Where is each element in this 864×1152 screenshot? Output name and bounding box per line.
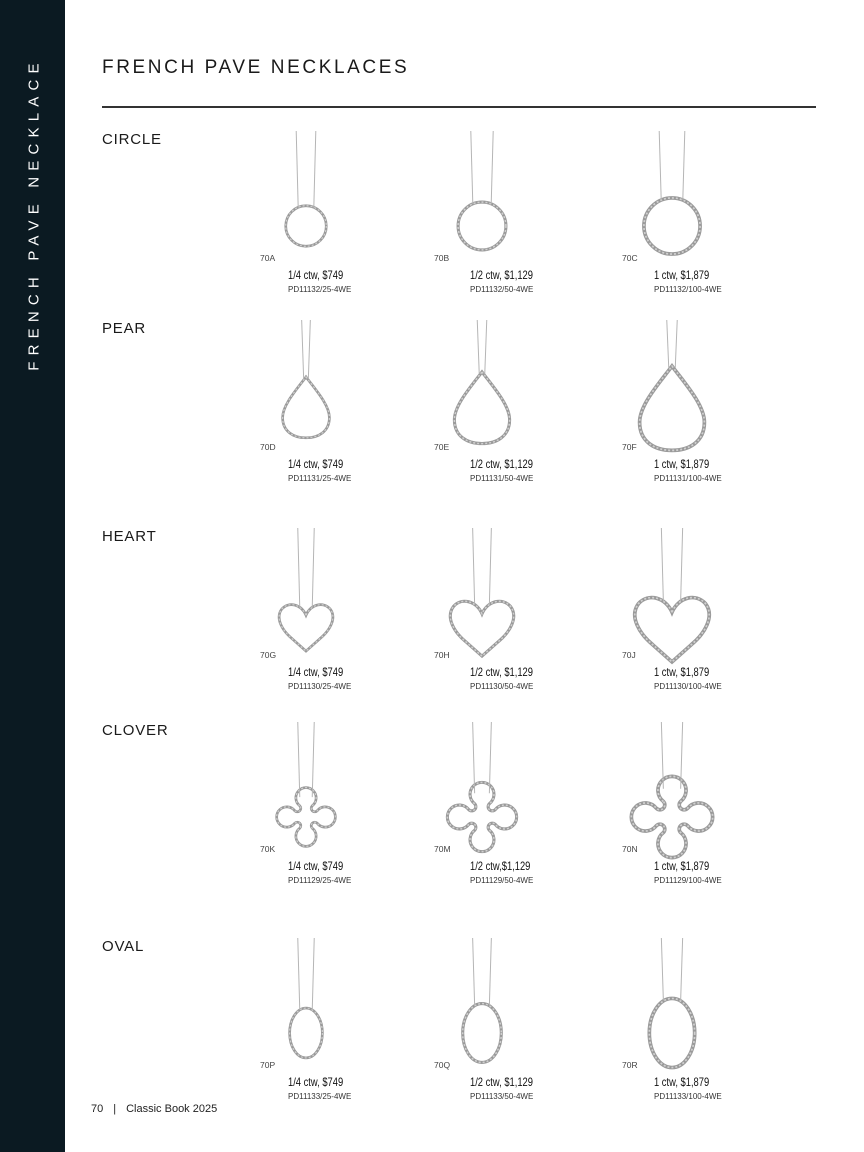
item-code: 70D [260,442,276,452]
section-label-pear: PEAR [102,320,147,337]
section-label-clover: CLOVER [102,722,169,739]
item-sku: PD11129/100-4WE [654,876,722,885]
product-item[interactable] [432,722,602,897]
item-sku: PD11132/100-4WE [654,285,722,294]
item-price: 1/2 ctw, $1,129 [470,457,533,471]
product-item[interactable] [258,528,428,703]
product-item[interactable] [258,131,428,306]
product-item[interactable] [432,938,602,1113]
necklace-image [258,722,428,857]
item-sku: PD11132/50-4WE [470,285,534,294]
section-label-oval: OVAL [102,938,145,955]
item-sku: PD11131/100-4WE [654,474,722,483]
item-sku: PD11130/50-4WE [470,682,534,691]
item-sku: PD11133/25-4WE [288,1092,352,1101]
item-sku: PD11130/100-4WE [654,682,722,691]
item-code: 70K [260,844,276,854]
product-item[interactable] [620,528,790,703]
item-code: 70J [622,650,636,660]
item-price: 1 ctw, $1,879 [654,665,710,679]
item-code: 70F [622,442,637,452]
item-sku: PD11133/100-4WE [654,1092,722,1101]
sidebar [0,0,65,1152]
item-code: 70E [434,442,450,452]
item-code: 70A [260,253,276,263]
item-price: 1 ctw, $1,879 [654,457,710,471]
item-price: 1/4 ctw, $749 [288,859,344,873]
necklace-image [432,131,602,266]
item-price: 1/2 ctw, $1,129 [470,1075,533,1089]
product-item[interactable] [432,528,602,703]
page-footer [91,1103,217,1115]
page-number: 70 [91,1103,104,1115]
necklace-image [620,722,790,857]
item-code: 70G [260,650,277,660]
item-code: 70B [434,253,450,263]
page-title: FRENCH PAVE NECKLACES [102,57,410,78]
product-item[interactable] [258,722,428,897]
necklace-image [620,938,790,1073]
item-price: 1/2 ctw, $1,129 [470,665,533,679]
necklace-image [258,938,428,1073]
section-label-circle: CIRCLE [102,131,162,148]
item-sku: PD11132/25-4WE [288,285,352,294]
sidebar-vertical-title: FRENCH PAVE NECKLACE [25,57,43,371]
item-price: 1 ctw, $1,879 [654,859,710,873]
item-sku: PD11133/50-4WE [470,1092,534,1101]
item-price: 1/2 ctw,$1,129 [470,859,531,873]
title-divider [102,106,816,108]
necklace-image [432,722,602,857]
necklace-image [258,131,428,266]
section-label-heart: HEART [102,528,157,545]
item-price: 1/4 ctw, $749 [288,457,344,471]
item-sku: PD11131/50-4WE [470,474,534,483]
product-item[interactable] [258,320,428,495]
item-code: 70Q [434,1060,451,1070]
product-item[interactable] [620,938,790,1113]
item-price: 1/4 ctw, $749 [288,665,344,679]
item-price: 1/4 ctw, $749 [288,1075,344,1089]
item-code: 70C [622,253,638,263]
footer-separator: | [113,1103,117,1115]
necklace-image [432,528,602,663]
necklace-image [620,320,790,455]
product-item[interactable] [258,938,428,1113]
item-price: 1 ctw, $1,879 [654,268,710,282]
necklace-image [258,528,428,663]
product-item[interactable] [432,131,602,306]
item-sku: PD11129/25-4WE [288,876,352,885]
necklace-image [432,938,602,1073]
product-item[interactable] [620,722,790,897]
necklace-image [432,320,602,455]
item-code: 70N [622,844,638,854]
item-sku: PD11131/25-4WE [288,474,352,483]
book-title: Classic Book 2025 [126,1103,218,1115]
product-item[interactable] [432,320,602,495]
item-price: 1/4 ctw, $749 [288,268,344,282]
item-sku: PD11129/50-4WE [470,876,534,885]
necklace-image [620,131,790,266]
item-sku: PD11130/25-4WE [288,682,352,691]
necklace-image [620,528,790,663]
item-code: 70M [434,844,451,854]
item-code: 70H [434,650,450,660]
product-item[interactable] [620,131,790,306]
item-code: 70R [622,1060,638,1070]
necklace-image [258,320,428,455]
item-price: 1 ctw, $1,879 [654,1075,710,1089]
item-price: 1/2 ctw, $1,129 [470,268,533,282]
item-code: 70P [260,1060,276,1070]
product-item[interactable] [620,320,790,495]
